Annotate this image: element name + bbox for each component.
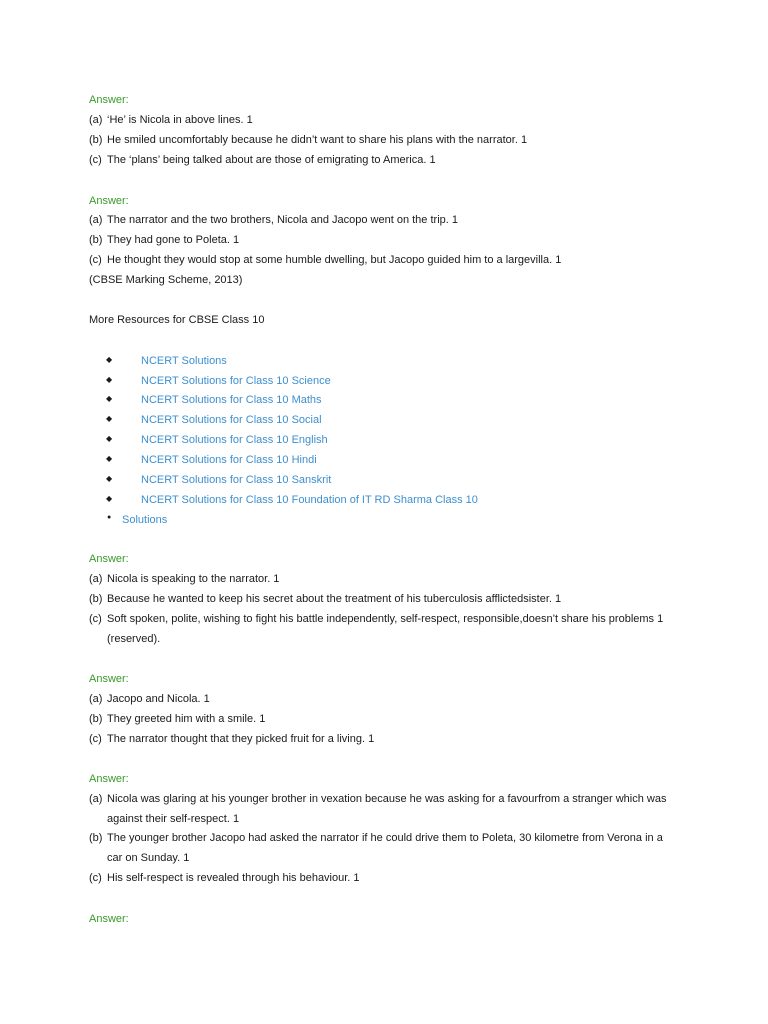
bullet-icon: ◆ (106, 375, 113, 384)
answer-heading: Answer: (89, 673, 129, 685)
answer-heading: Answer: (89, 195, 129, 207)
resource-link[interactable]: NCERT Solutions for Class 10 Maths (141, 394, 322, 406)
answer-line: (a) The narrator and the two brothers, Nicola and Jacopo went on the trip. 1 (89, 214, 458, 226)
bullet-icon: ◆ (106, 474, 113, 483)
resource-link[interactable]: Solutions (122, 514, 168, 526)
answer-line: (b) They had gone to Poleta. 1 (89, 234, 240, 246)
answer-line: (b) Because he wanted to keep his secret about the treatment of his tuberculosis afflictedsister. 1 (89, 593, 562, 605)
answer-line: (c) The ‘plans’ being talked about are those of emigrating to America. 1 (89, 154, 436, 166)
answer-line-continuation: car on Sunday. 1 (107, 852, 190, 864)
bullet-icon: ◆ (106, 355, 113, 364)
bullet-icon: ◆ (106, 494, 113, 503)
bullet-icon: ◆ (106, 394, 113, 403)
source-note: (CBSE Marking Scheme, 2013) (89, 274, 243, 286)
bullet-icon: ● (107, 514, 112, 521)
answer-line: (b) He smiled uncomfortably because he didn’t want to share his plans with the narrator. 1 (89, 134, 528, 146)
answer-line: (a) Nicola was glaring at his younger brother in vexation because he was asking for a favourfrom a stranger which was (89, 793, 667, 805)
answer-heading: Answer: (89, 94, 129, 106)
answer-heading: Answer: (89, 553, 129, 565)
answer-line: (c) Soft spoken, polite, wishing to fight his battle independently, self-respect, responsible,doesn’t share his problems 1 (89, 613, 664, 625)
answer-line: (a) Nicola is speaking to the narrator. 1 (89, 573, 280, 585)
resource-link[interactable]: NCERT Solutions for Class 10 Foundation of IT RD Sharma Class 10 (141, 494, 478, 506)
resources-title: More Resources for CBSE Class 10 (89, 314, 265, 326)
resource-link[interactable]: NCERT Solutions (141, 355, 227, 367)
resource-link[interactable]: NCERT Solutions for Class 10 Science (141, 375, 331, 387)
answer-heading: Answer: (89, 913, 129, 925)
answer-line: (a) ‘He’ is Nicola in above lines. 1 (89, 114, 253, 126)
answer-line: (c) His self-respect is revealed through his behaviour. 1 (89, 872, 360, 884)
bullet-icon: ◆ (106, 414, 113, 423)
answer-line: (a) Jacopo and Nicola. 1 (89, 693, 210, 705)
answer-line: (c) He thought they would stop at some humble dwelling, but Jacopo guided him to a largevilla. 1 (89, 254, 562, 266)
resource-link[interactable]: NCERT Solutions for Class 10 Sanskrit (141, 474, 332, 486)
answer-line: (b) The younger brother Jacopo had asked the narrator if he could drive them to Poleta, 30 kilometre from Verona in a (89, 832, 663, 844)
answer-line: (b) They greeted him with a smile. 1 (89, 713, 266, 725)
bullet-icon: ◆ (106, 434, 113, 443)
bullet-icon: ◆ (106, 454, 113, 463)
answer-line-continuation: against their self-respect. 1 (107, 813, 240, 825)
answer-line-continuation: (reserved). (107, 633, 161, 645)
resource-link[interactable]: NCERT Solutions for Class 10 Hindi (141, 454, 317, 466)
answer-heading: Answer: (89, 773, 129, 785)
answer-line: (c) The narrator thought that they picked fruit for a living. 1 (89, 733, 375, 745)
resource-link[interactable]: NCERT Solutions for Class 10 Social (141, 414, 322, 426)
resource-link[interactable]: NCERT Solutions for Class 10 English (141, 434, 328, 446)
